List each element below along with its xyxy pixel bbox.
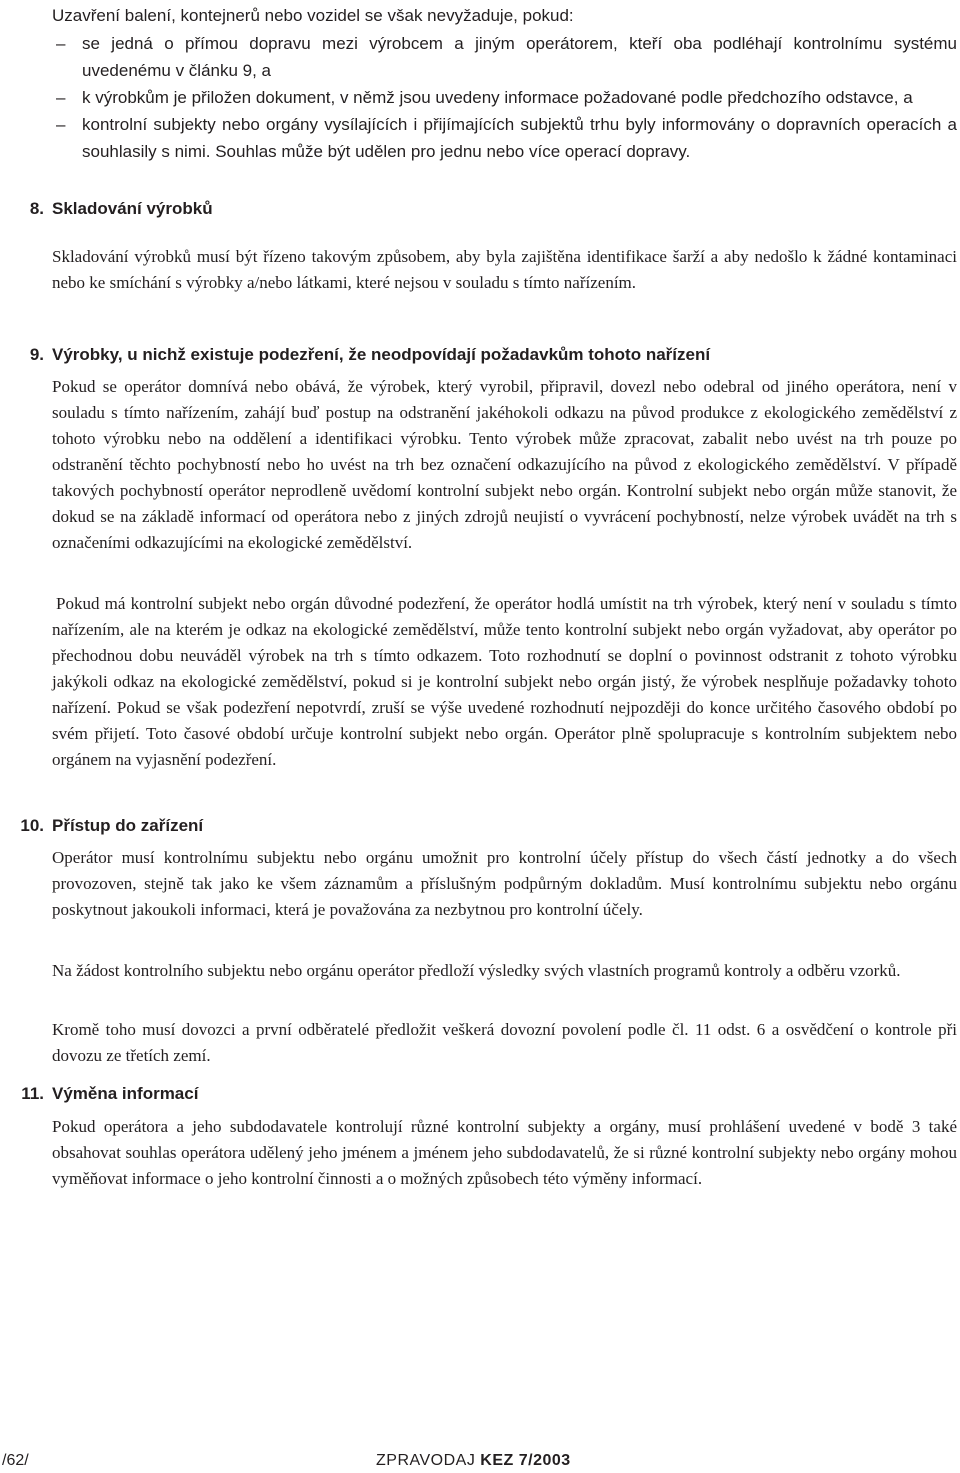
section-number: 10. (20, 816, 44, 835)
section-number: 9. (29, 345, 44, 364)
publication-footer (376, 1452, 571, 1470)
list-item-text: kontrolní subjekty nebo orgány vysílajících i přijímajících subjektů trhu byly informovány o dopravních operacích a souhlasily s nimi. Souhlas může být udělen pro jednu nebo více operací dopravy. (82, 115, 957, 161)
section-number: 11. (21, 1084, 44, 1103)
paragraph: Na žádost kontrolního subjektu nebo orgánu operátor předloží výsledky svých vlastních programů kontroly a odběru vzorků. (52, 961, 901, 980)
publication-issue: KEZ 7/2003 (480, 1452, 571, 1469)
section-title: Skladování výrobků (52, 199, 213, 218)
paragraph: Kromě toho musí dovozci a první odběratelé předložit veškerá dovozní povolení podle čl. 11 odst. 6 a osvědčení o kontrole při dovozu ze třetích zemí. (52, 1020, 957, 1065)
paragraph: Pokud má kontrolní subjekt nebo orgán důvodné podezření, že operátor hodlá umístit na trh výrobek, který není v souladu s tímto nařízením, ale na kterém je odkaz na ekologické zemědělství, může tento kontrolní subjekt nebo orgán vyžadovat, aby operátor po přechodnou dobu neuváděl výrobek na trh s tímto odkazem. Toto rozhodnutí se doplní o povinnost odstranit z tohoto výrobku jakýkoli odkaz na ekologické zemědělství, pokud si je kontrolní subjekt nebo orgán jistý, že výrobek nesplňuje požadavky tohoto nařízení. Pokud se však podezření nepotvrdí, zruší se výše uvedené rozhodnutí nejpozději do konce určitého časového období po svém přijetí. Toto časové období určuje kontrolní subjekt nebo orgán. Operátor plně spolupracuje s kontrolním subjektem nebo orgánem na vyjasnění podezření. (52, 594, 957, 769)
intro-text: Uzavření balení, kontejnerů nebo vozidel se však nevyžaduje, pokud: (52, 6, 574, 25)
paragraph: Pokud se operátor domnívá nebo obává, že výrobek, který vyrobil, připravil, dovezl nebo odebral od jiného operátora, není v souladu s tímto nařízením, zahájí buď postup na odstranění jakéhokoli odkazu na původ produkce z ekologického zemědělství z tohoto výrobku nebo na oddělení a identifikaci výrobku. Tento výrobek může zpracovat, zabalit nebo uvést na trh pouze po odstranění těchto pochybností nebo ho uvést na trh bez označení odkazujícího na původ z ekologického zemědělství. V případě takových pochybností operátor neprodleně uvědomí kontrolní subjekt nebo orgán. Kontrolní subjekt nebo orgán může stanovit, že dokud se na základě informací od operátora nebo z jiných zdrojů neujistí o vyvrácení pochybností, nelze výrobek uvádět na trh s označeními odkazujícími na ekologické zemědělství. (52, 377, 957, 552)
paragraph: Skladování výrobků musí být řízeno takovým způsobem, aby byla zajištěna identifikace šarží a aby nedošlo k žádné kontaminaci nebo ke smíchání s výrobky a/nebo látkami, které nejsou v souladu s tímto nařízením. (52, 247, 957, 292)
dash-bullet: – (56, 88, 66, 107)
list-item (52, 84, 957, 111)
paragraph: Operátor musí kontrolnímu subjektu nebo orgánu umožnit pro kontrolní účely přístup do všech částí jednotky a do všech provozoven, stejně tak jako ke všem záznamům a příslušným podpůrným dokladům. Musí kontrolnímu subjektu nebo orgánu poskytnout jakoukoli informaci, která je považována za nezbytnou pro kontrolní účely. (52, 848, 957, 919)
list-item-text: se jedná o přímou dopravu mezi výrobcem a jiným operátorem, kteří oba podléhají kontrolnímu systému uvedenému v článku 9, a (82, 34, 957, 80)
condition-list (52, 30, 957, 165)
page-number: /62/ (2, 1452, 29, 1469)
section-number: 8. (29, 199, 44, 218)
list-item (52, 30, 957, 84)
list-item-text: k výrobkům je přiložen dokument, v němž jsou uvedeny informace požadované podle předchozího odstavce, a (82, 88, 913, 107)
section-title: Výměna informací (52, 1084, 199, 1103)
section-title: Výrobky, u nichž existuje podezření, že neodpovídají požadavkům tohoto nařízení (52, 345, 711, 364)
publication-name: ZPRAVODAJ (376, 1452, 476, 1469)
list-item (52, 111, 957, 165)
dash-bullet: – (56, 115, 66, 134)
paragraph: Pokud operátora a jeho subdodavatele kontrolují různé kontrolní subjekty a orgány, musí prohlášení uvedené v bodě 3 také obsahovat souhlas operátora udělený jeho jménem a jménem jeho subdodavatelů, že si různé kontrolní subjekty nebo orgány mohou vyměňovat informace o jeho kontrolní činnosti a o možných způsobech této výměny informací. (52, 1117, 957, 1188)
section-title: Přístup do zařízení (52, 816, 204, 835)
dash-bullet: – (56, 34, 66, 53)
